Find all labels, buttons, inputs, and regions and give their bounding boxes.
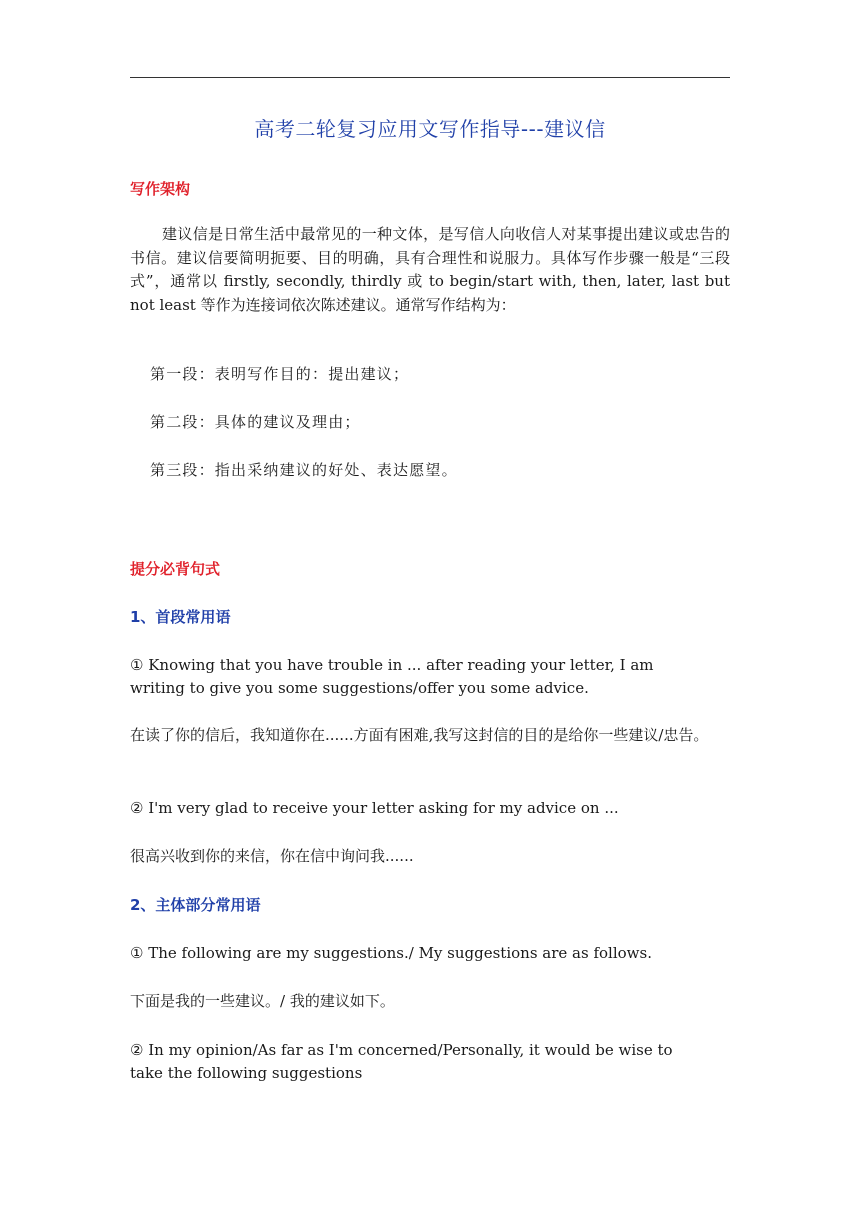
body-item2-en-line2: take the following suggestions — [130, 1064, 363, 1082]
body-item2-en-line1: ② In my opinion/As far as I'm concerned/Personally, it would be wise to — [130, 1041, 673, 1059]
opening-item2-en: ② I'm very glad to receive your letter asking for my advice on ... — [130, 799, 619, 817]
body-item1-cn: 下面是我的一些建议。/ 我的建议如下。 — [130, 992, 395, 1010]
body-item1-en: ① The following are my suggestions./ My suggestions are as follows. — [130, 944, 652, 962]
top-rule — [130, 77, 730, 78]
opening-item2-cn: 很高兴收到你的来信，你在信中询问我...... — [130, 847, 414, 865]
section-heading-sentences: 提分必背句式 — [130, 560, 221, 578]
structure-intro-paragraph: 建议信是日常生活中最常见的一种文体，是写信人向收信人对某事提出建议或忠告的书信。建议信要简明扼要、目的明确，具有合理性和说服力。具体写作步骤一般是“三段式”，通常以 firstly, secondly, thirdly 或 to begin/start with, then, later, last but not least 等作为连接词依次陈述建议。通常写作结构为： — [130, 225, 730, 314]
step-three: 第三段：指出采纳建议的好处、表达愿望。 — [150, 461, 458, 479]
subheading-opening: 1、首段常用语 — [130, 608, 231, 626]
step-two: 第二段：具体的建议及理由； — [150, 413, 361, 431]
document-title: 高考二轮复习应用文写作指导---建议信 — [254, 117, 606, 141]
opening-item1-en-line2: writing to give you some suggestions/offer you some advice. — [130, 679, 589, 697]
opening-item1-en-line1: ① Knowing that you have trouble in ... after reading your letter, I am — [130, 656, 654, 674]
section-heading-structure: 写作架构 — [130, 180, 191, 198]
opening-item1-cn: 在读了你的信后，我知道你在......方面有困难,我写这封信的目的是给你一些建议/忠告。 — [130, 726, 709, 744]
subheading-body: 2、主体部分常用语 — [130, 896, 261, 914]
step-one: 第一段：表明写作目的：提出建议； — [150, 365, 410, 383]
